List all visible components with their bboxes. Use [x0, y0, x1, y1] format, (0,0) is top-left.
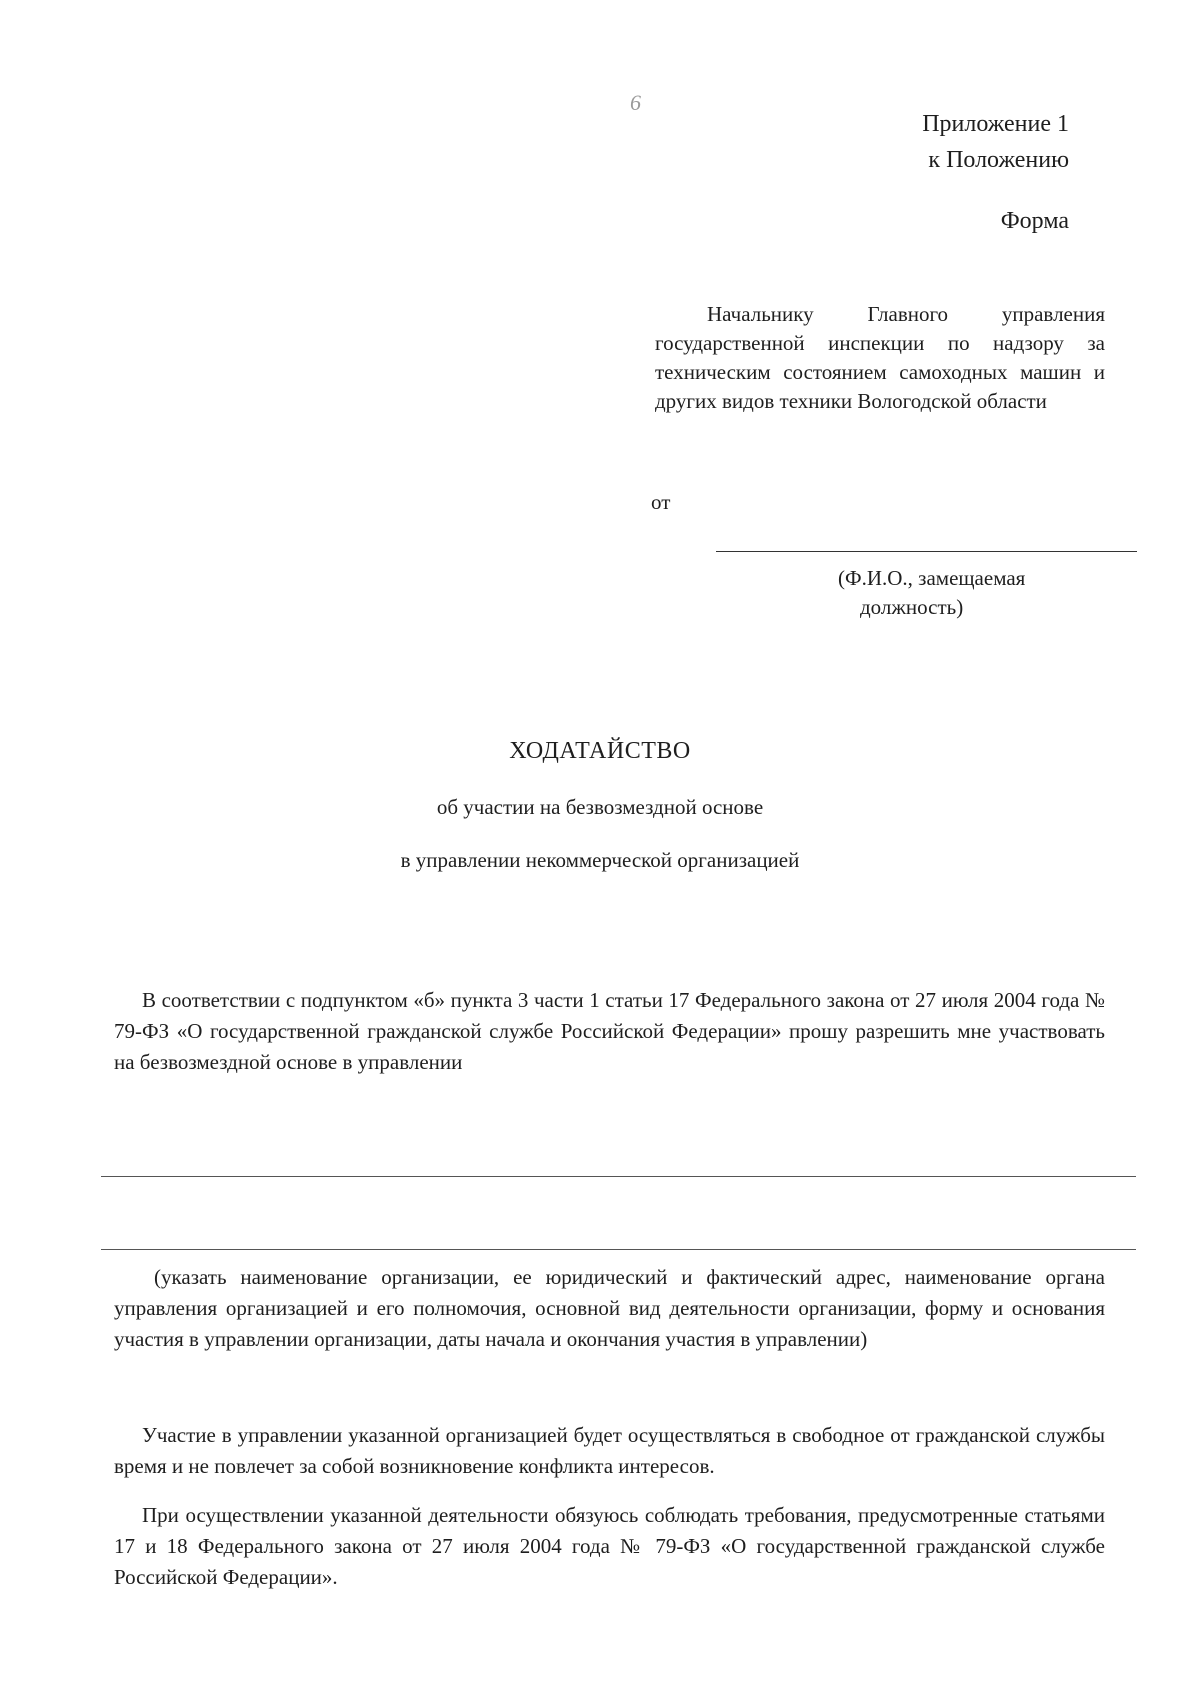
annex-line-1: Приложение 1 — [922, 111, 1069, 137]
request-paragraph: В соответствии с подпунктом «б» пункта 3 части 1 статьи 17 Федерального закона от 27 июля 2004 года № 79-ФЗ «О государственной гражданской службе Российской Федерации» прошу разрешить мне участвовать на безвозмездной основе в управлении — [114, 988, 1105, 1074]
page-number: 6 — [630, 90, 641, 115]
from-signature-line — [716, 551, 1137, 552]
fill-instruction: (указать наименование организации, ее юридический и фактический адрес, наименование органа управления организацией и его полномочия, основной вид деятельности организации, форму и основания участия в управлении организации, даты начала и окончания участия в управлении) — [114, 1265, 1105, 1351]
addressee-block: Начальнику Главного управления государственной инспекции по надзору за техническим состоянием самоходных машин и других видов техники Вологодской области — [655, 302, 1105, 413]
conflict-of-interest-paragraph: Участие в управлении указанной организацией будет осуществляться в свободное от гражданской службы время и не повлечет за собой возникновение конфликта интересов. — [114, 1423, 1105, 1478]
annex-line-2: к Положению — [928, 147, 1069, 173]
obligation-paragraph: При осуществлении указанной деятельности обязуюсь соблюдать требования, предусмотренные статьями 17 и 18 Федерального закона от 27 июля 2004 года № 79-ФЗ «О государственной гражданской службе Российской Федерации». — [114, 1503, 1105, 1589]
document-subtitle-1: об участии на безвозмездной основе — [436, 795, 764, 819]
from-caption-line-2: должность) — [860, 595, 964, 619]
from-caption — [838, 564, 1098, 622]
organization-fill-line-1 — [101, 1176, 1136, 1177]
from-label: от — [651, 490, 671, 514]
form-label: Форма — [1000, 208, 1069, 234]
annex-reference — [922, 106, 1069, 178]
organization-fill-line-2 — [101, 1249, 1136, 1250]
document-subtitle-2: в управлении некоммерческой организацией — [400, 848, 800, 872]
from-caption-line-1: (Ф.И.О., замещаемая — [838, 566, 1026, 590]
document-title: ХОДАТАЙСТВО — [509, 738, 691, 764]
